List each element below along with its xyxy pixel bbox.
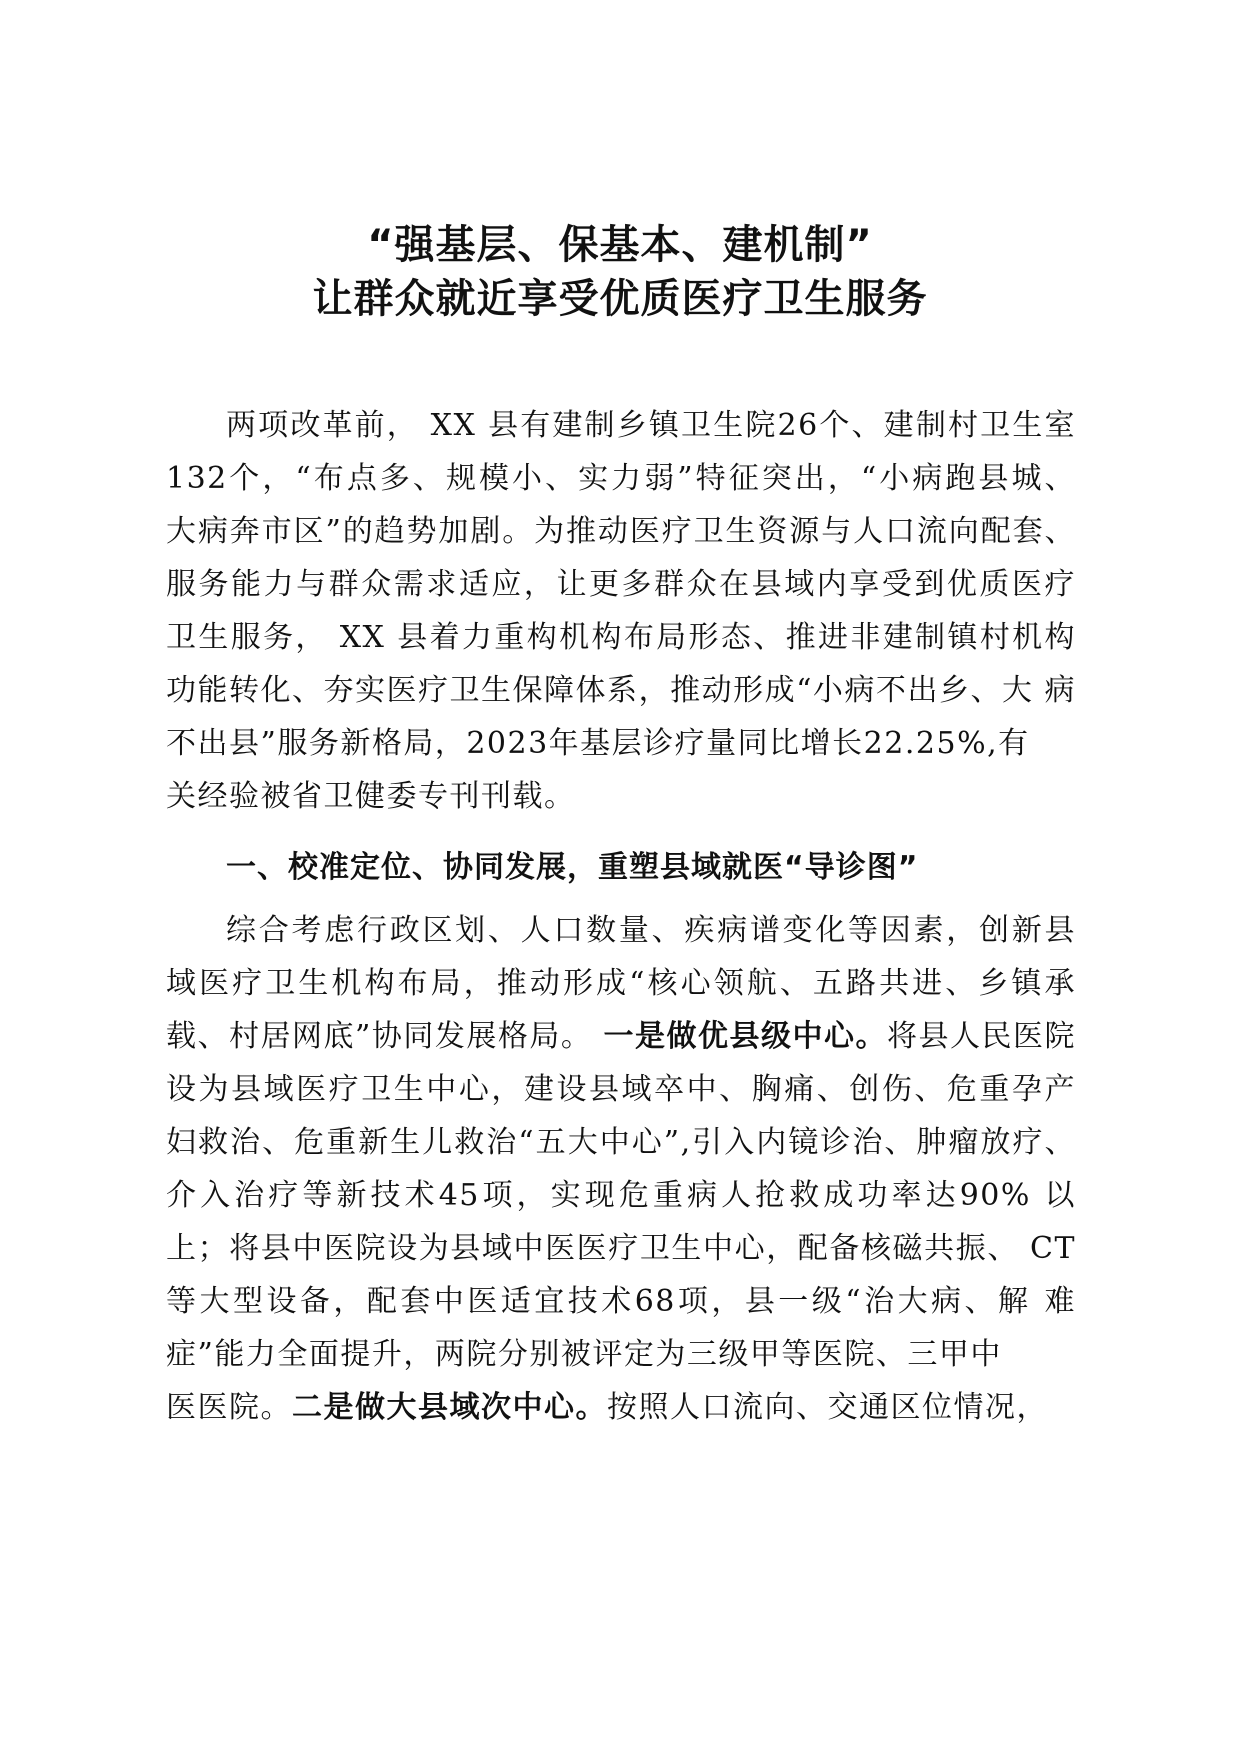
title-line-2: 让群众就近享受优质医疗卫生服务 [312, 276, 928, 322]
section-1-heading: 一、校准定位、协同发展，重塑县域就医“导诊图” [226, 850, 919, 885]
intro-paragraph-tail: 关经验被省卫健委专刊刊载。 [166, 779, 576, 814]
section-1-paragraph-2-text-b: 按照人口流向、交通区位情况， [607, 1390, 1048, 1425]
section-1-paragraph-1-text-b: 将县人民医院设为县域医疗卫生中心，建设县域卒中、胸痛、创伤、危重孕产妇救治、危重新生儿救治“五大中心”,引入内镜诊治、肿瘤放疗、介入治疗等新技术45项，实现危重病人抢救成功率达90% 以上；将县中医院设为县域中医医疗卫生中心，配备核磁共振、 CT 等大型设备，配套中医适宜技术68项，县一级“治大病、解 难症”能力全面提升，两院分别被评定为三级甲等医院、三甲中 [166, 1019, 1077, 1372]
document-title [0, 218, 1240, 326]
section-1-paragraph-2 [166, 1381, 1076, 1434]
intro-paragraph: 两项改革前， XX 县有建制乡镇卫生院26个、建制村卫生室 132个，“布点多、规模小、实力弱”特征突出，“小病跑县城、 大病奔市区”的趋势加剧。为推动医疗卫生资源与人口流向配套、 服务能力与群众需求适应，让更多群众在县域内享受到优质医疗 卫生服务， XX 县着力重构机构布局形态、推进非建制镇村机构 功能转化、夯实医疗卫生保障体系，推动形成“小病不出乡、大 病不出县”服务新格局，2023年基层诊疗量同比增长22.25%,有 [166, 408, 1076, 761]
section-1-paragraph-2-text-a: 医医院。 [166, 1390, 292, 1425]
title-line-1: “强基层、保基本、建机制” [367, 222, 873, 268]
section-1-point-2-lead: 二是做大县域次中心。 [292, 1390, 607, 1425]
document-body [166, 399, 1076, 1434]
section-1-paragraph-1-text-a: 综合考虑行政区划、人口数量、疾病谱变化等因素，创新县域医疗卫生机构布局，推动形成“核心领航、五路共进、乡镇承载、村居网底”协同发展格局。 [166, 913, 1076, 1054]
section-1-point-1-lead: 一是做优县级中心。 [603, 1019, 887, 1054]
section-1-paragraph-1 [166, 904, 1076, 1381]
